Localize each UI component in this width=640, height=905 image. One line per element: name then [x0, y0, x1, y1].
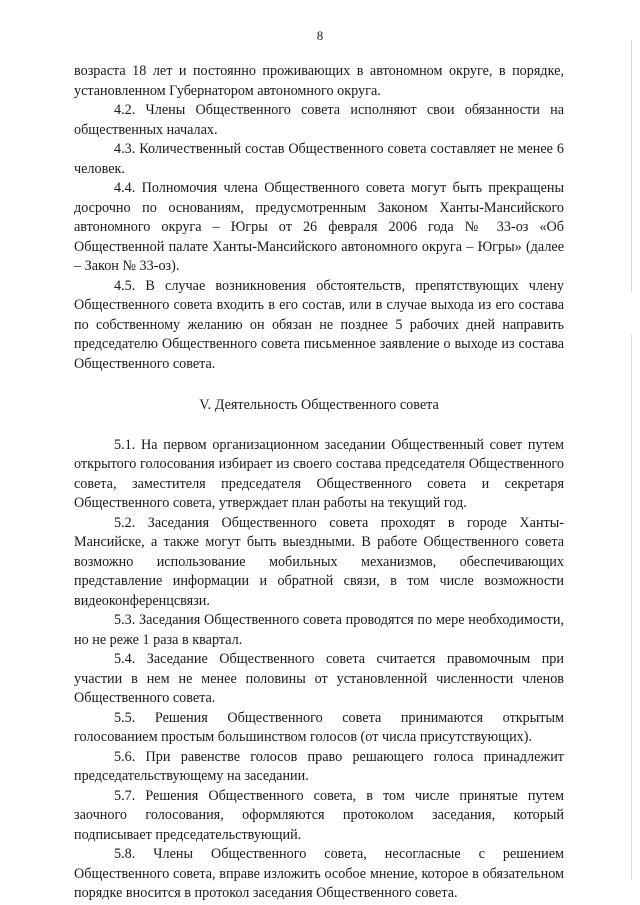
- scan-edge-line: [631, 40, 632, 880]
- paragraph-5-5: 5.5. Решения Общественного совета принимаются открытым голосованием простым большинством голосов (от числа присутствующих).: [74, 709, 564, 745]
- section-heading: V. Деятельность Общественного совета: [199, 397, 439, 413]
- page-number: 8: [316, 28, 324, 43]
- paragraph-4-4: 4.4. Полномочия члена Общественного совета могут быть прекращены досрочно по основаниям, предусмотренным Законом Ханты-Мансийского автономного округа – Югры от 26 февраля 2006 года № 33-оз «Об Общественной палате Ханты-Мансийского автономного округа – Югры» (далее – Закон № 33-оз).: [74, 180, 564, 274]
- document-body: [74, 62, 564, 904]
- paragraph-5-1: 5.1. На первом организационном заседании Общественный совет путем открытого голосования избирает из своего состава председателя Общественного совета, заместителя председателя Общественного совета и секретаря Общественного совета, утверждает план работы на текущий год.: [74, 436, 564, 511]
- paragraph-4-3: 4.3. Количественный состав Общественного совета составляет не менее 6 человек.: [74, 141, 564, 177]
- paragraph-5-4: 5.4. Заседание Общественного совета считается правомочным при участии в нем не менее половины от установленной численности членов Общественного совета.: [74, 651, 564, 706]
- paragraph-4-2: 4.2. Члены Общественного совета исполняют свои обязанности на общественных началах.: [74, 102, 564, 138]
- paragraph-5-8: 5.8. Члены Общественного совета, несогласные с решением Общественного совета, вправе изложить особое мнение, которое в обязательном порядке вносится в протокол заседания Общественного совета.: [74, 846, 564, 901]
- paragraph-5-6: 5.6. При равенстве голосов право решающего голоса принадлежит председательствующему на заседании.: [74, 748, 564, 784]
- paragraph-5-2: 5.2. Заседания Общественного совета проходят в городе Ханты-Мансийске, а также могут быть выездными. В работе Общественного совета возможно использование мобильных механизмов, обеспечивающих представление информации и обратной связи, в том числе возможности видеоконференцсвязи.: [74, 514, 564, 609]
- paragraph-4-5: 4.5. В случае возникновения обстоятельств, препятствующих члену Общественного совета входить в его состав, или в случае выхода из его состава по собственному желанию он обязан не позднее 5 рабочих дней направить председателю Общественного совета письменное заявление о выходе из состава Общественного совета.: [74, 277, 564, 372]
- paragraph-5-7: 5.7. Решения Общественного совета, в том числе принятые путем заочного голосования, оформляются протоколом заседания, который подписывает председательствующий.: [74, 787, 564, 843]
- paragraph-5-3: 5.3. Заседания Общественного совета проводятся по мере необходимости, но не реже 1 раза в квартал.: [74, 612, 564, 648]
- paragraph-continuation: возраста 18 лет и постоянно проживающих в автономном округе, в порядке, установленном Губернатором автономного округа.: [74, 63, 564, 99]
